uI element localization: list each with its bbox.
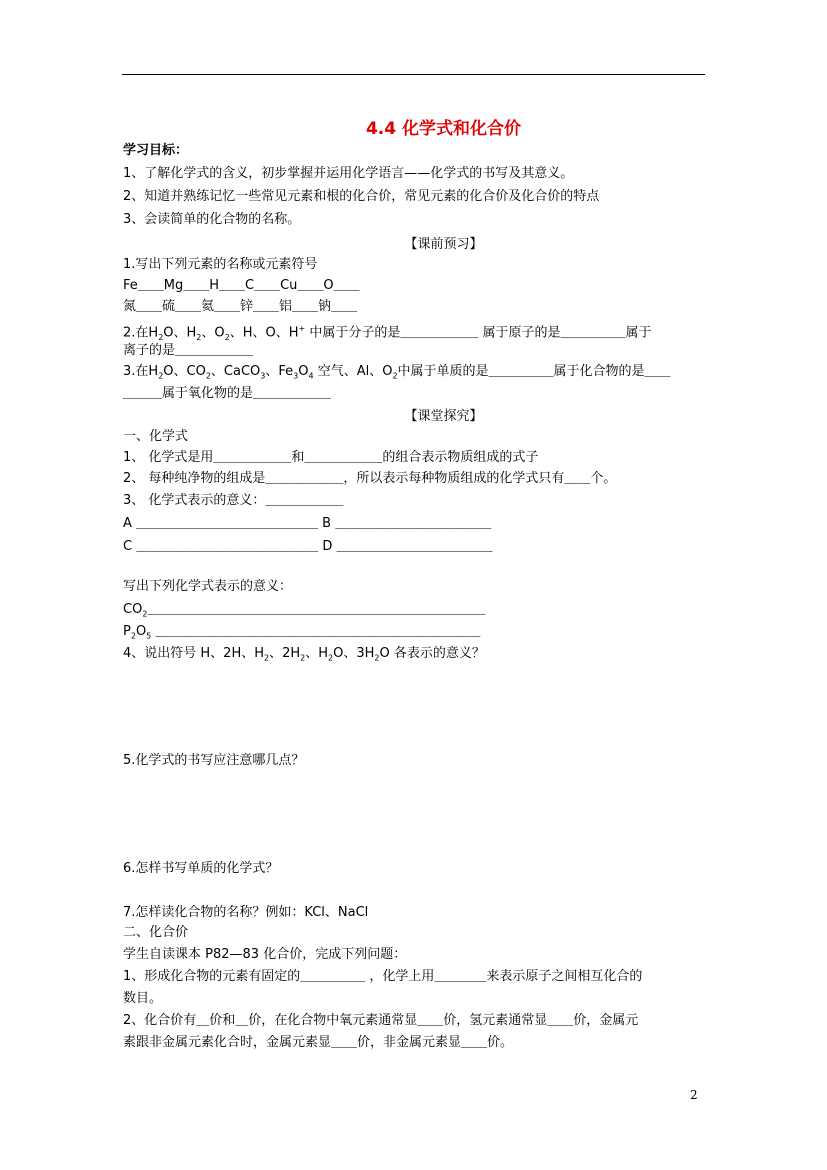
blank-cd: C ＿＿＿＿＿＿＿＿＿＿＿＿＿＿ D ＿＿＿＿＿＿＿＿＿＿＿＿ bbox=[123, 539, 493, 554]
co2-line: $CO_2\_\_\_\_\_\_\_\_\_\_\_\_\_\_\_\_\_\_\_\_\_\_\_\_\_\_$ bbox=[123, 602, 486, 619]
self-read-line: 学生自读课本 P82—83 化合价，完成下列问题： bbox=[123, 947, 407, 962]
meaning-question: 写出下列化学式表示的意义： bbox=[123, 579, 293, 594]
section-2-title: 二、化合价 bbox=[123, 925, 189, 940]
valence-1b: 数目。 bbox=[123, 991, 163, 1006]
question-4: 4、说出符号 H、2H、$H_2$、$2H_2$、$H_2O$、$3H_2O$ 各表示的意义？ bbox=[123, 646, 485, 663]
valence-2: 2、化合价有＿价和＿价，在化合物中氧元素通常显＿＿价，氢元素通常显＿＿价，金属元 bbox=[123, 1013, 639, 1028]
header-rule bbox=[122, 74, 705, 75]
section-1-title: 一、化学式 bbox=[123, 429, 189, 444]
page-number: 2 bbox=[690, 1088, 698, 1102]
objective-1: 1、了解化学式的含义，初步掌握并运用化学语言——化学式的书写及其意义。 bbox=[123, 166, 574, 181]
explore-item-2: 2、 每种纯净物的组成是＿＿＿＿＿＿，所以表示每种物质组成的化学式只有＿＿个。 bbox=[123, 471, 617, 486]
preview-q2-line2: 离子的是＿＿＿＿＿＿ bbox=[123, 343, 254, 358]
explore-item-1: 1、 化学式是用＿＿＿＿＿＿和＿＿＿＿＿＿的组合表示物质组成的式子 bbox=[123, 450, 539, 465]
preview-q1-line2: 氮＿＿硫＿＿氦＿＿锌＿＿铝＿＿钠＿＿ bbox=[123, 299, 358, 314]
blank-ab: A ＿＿＿＿＿＿＿＿＿＿＿＿＿＿ B ＿＿＿＿＿＿＿＿＿＿＿＿ bbox=[123, 516, 492, 531]
question-5: 5.化学式的书写应注意哪几点？ bbox=[123, 753, 305, 768]
objective-2: 2、知道并熟练记忆一些常见元素和根的化合价，常见元素的化合价及化合价的特点 bbox=[123, 189, 600, 204]
objective-3: 3、会读简单的化合物的名称。 bbox=[123, 212, 301, 227]
explore-item-3: 3、 化学式表示的意义：＿＿＿＿＿＿ bbox=[123, 493, 344, 508]
preview-heading: 【课前预习】 bbox=[404, 237, 483, 252]
preview-q1-line1: Fe＿＿Mg＿＿H＿＿C＿＿Cu＿＿O＿＿ bbox=[123, 278, 360, 293]
explore-heading: 【课堂探究】 bbox=[404, 409, 483, 424]
page-title: 4.4 化学式和化合价 bbox=[365, 119, 522, 139]
objectives-heading: 学习目标： bbox=[123, 143, 189, 158]
question-6: 6.怎样书写单质的化学式？ bbox=[123, 861, 279, 876]
preview-q1: 1.写出下列元素的名称或元素符号 bbox=[123, 257, 318, 272]
valence-2b: 素跟非金属元素化合时，金属元素显＿＿价，非金属元素显＿＿价。 bbox=[123, 1035, 514, 1050]
preview-q2: 2.在$H_2O$、$H_2$、$O_2$、H、O、H+ 中属于分子的是＿＿＿＿＿＿ 属于原子的是＿＿＿＿＿属于 bbox=[123, 324, 652, 342]
preview-q3: 3.在$H_2O$、$CO_2$、CaCO$_3$、$Fe_3O_4$ 空气、Al、$O_2$中属于单质的是＿＿＿＿＿属于化合物的是＿＿ bbox=[123, 364, 671, 381]
question-7: 7.怎样读化合物的名称？例如：KCl、NaCl bbox=[123, 905, 369, 920]
p2o5-line: $P_2O_5$ ＿＿＿＿＿＿＿＿＿＿＿＿＿＿＿＿＿＿＿＿＿＿＿＿＿ bbox=[123, 624, 481, 641]
valence-1: 1、形成化合物的元素有固定的＿＿＿＿＿ ，化学上用＿＿＿＿来表示原子之间相互化合的 bbox=[123, 969, 643, 984]
preview-q3-line2: ＿＿＿属于氧化物的是＿＿＿＿＿＿ bbox=[123, 386, 332, 401]
